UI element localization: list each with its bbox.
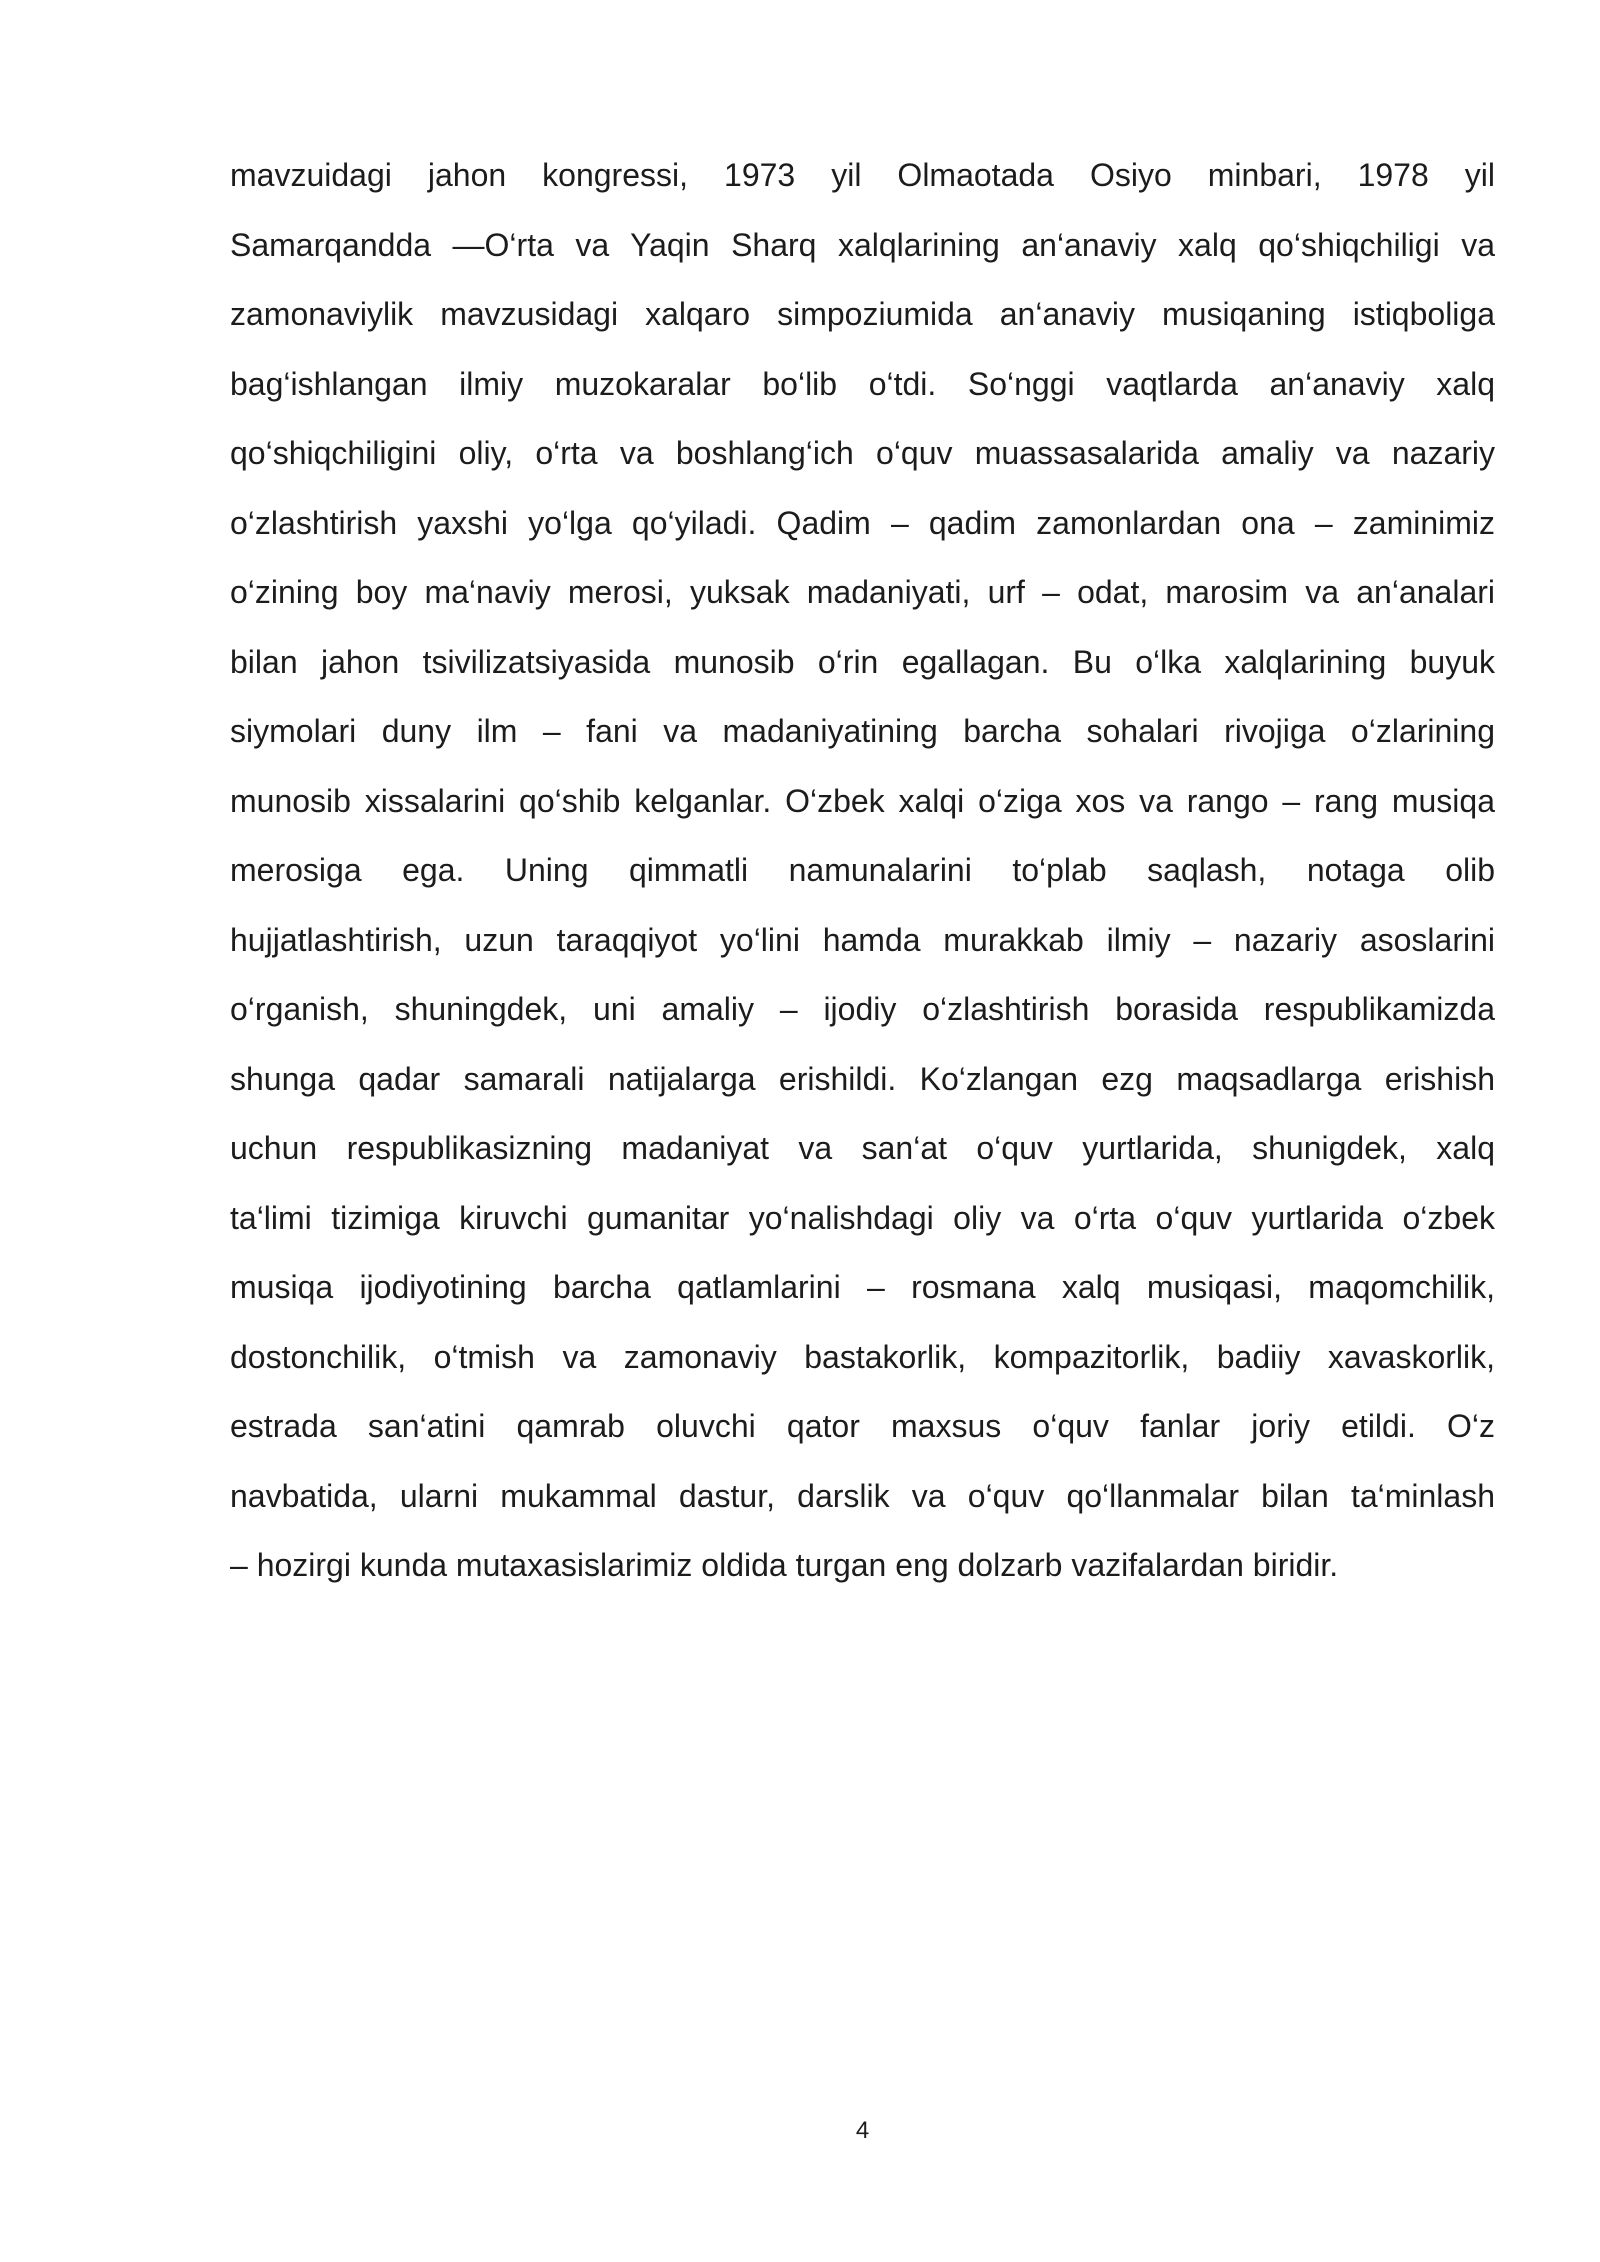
text-line: hujjatlashtirish, uzun taraqqiyot yo‘lini hamda murakkab ilmiy – nazariy asoslarini bbox=[230, 921, 1495, 958]
text-line: o‘zlashtirish yaxshi yo‘lga qo‘yiladi. Qadim – qadim zamonlardan ona – zaminimiz bbox=[230, 504, 1495, 541]
text-line-last: – hozirgi kunda mutaxasislarimiz oldida turgan eng dolzarb vazifalardan biridir. bbox=[230, 1547, 1339, 1583]
text-line: musiqa ijodiyotining barcha qatlamlarini – rosmana xalq musiqasi, maqomchilik, bbox=[230, 1269, 1495, 1305]
text-line: qo‘shiqchiligini oliy, o‘rta va boshlang‘ich o‘quv muassasalarida amaliy va nazariy bbox=[230, 435, 1495, 471]
text-line: bag‘ishlangan ilmiy muzokaralar bo‘lib o‘tdi. So‘nggi vaqtlarda an‘anaviy xalq bbox=[230, 365, 1495, 402]
text-line: munosib xissalarini qo‘shib kelganlar. O‘zbek xalqi o‘ziga xos va rango – rang musiqa bbox=[230, 782, 1495, 819]
text-line: zamonaviylik mavzusidagi xalqaro simpoziumida an‘anaviy musiqaning istiqboliga bbox=[230, 296, 1495, 332]
text-line: ta‘limi tizimiga kiruvchi gumanitar yo‘nalishdagi oliy va o‘rta o‘quv yurtlarida o‘zbek bbox=[230, 1199, 1495, 1236]
text-line: mavzuidagi jahon kongressi, 1973 yil Olmaotada Osiyo minbari, 1978 yil bbox=[230, 157, 1495, 193]
text-line: merosiga ega. Uning qimmatli namunalarini to‘plab saqlash, notaga olib bbox=[230, 852, 1495, 888]
text-line: siymolari duny ilm – fani va madaniyatining barcha sohalari rivojiga o‘zlarining bbox=[230, 713, 1495, 749]
text-line: estrada san‘atini qamrab oluvchi qator maxsus o‘quv fanlar joriy etildi. O‘z bbox=[230, 1408, 1495, 1444]
body-paragraph bbox=[230, 141, 1495, 1601]
text-line: dostonchilik, o‘tmish va zamonaviy bastakorlik, kompazitorlik, badiiy xavaskorlik, bbox=[230, 1338, 1495, 1375]
page-number: 4 bbox=[855, 2117, 870, 2144]
text-line: shunga qadar samarali natijalarga erishildi. Ko‘zlangan ezg maqsadlarga erishish bbox=[230, 1060, 1495, 1097]
text-line: o‘zining boy ma‘naviy merosi, yuksak madaniyati, urf – odat, marosim va an‘analari bbox=[230, 574, 1495, 610]
text-line: navbatida, ularni mukammal dastur, darslik va o‘quv qo‘llanmalar bilan ta‘minlash bbox=[230, 1477, 1495, 1514]
text-line: o‘rganish, shuningdek, uni amaliy – ijodiy o‘zlashtirish borasida respublikamizda bbox=[230, 991, 1495, 1027]
text-line: bilan jahon tsivilizatsiyasida munosib o‘rin egallagan. Bu o‘lka xalqlarining buyuk bbox=[230, 643, 1495, 680]
text-line: Samarqandda —O‘rta va Yaqin Sharq xalqlarining an‘anaviy xalq qo‘shiqchiligi va bbox=[230, 226, 1495, 263]
text-line: uchun respublikasizning madaniyat va san‘at o‘quv yurtlarida, shunigdek, xalq bbox=[230, 1130, 1495, 1166]
